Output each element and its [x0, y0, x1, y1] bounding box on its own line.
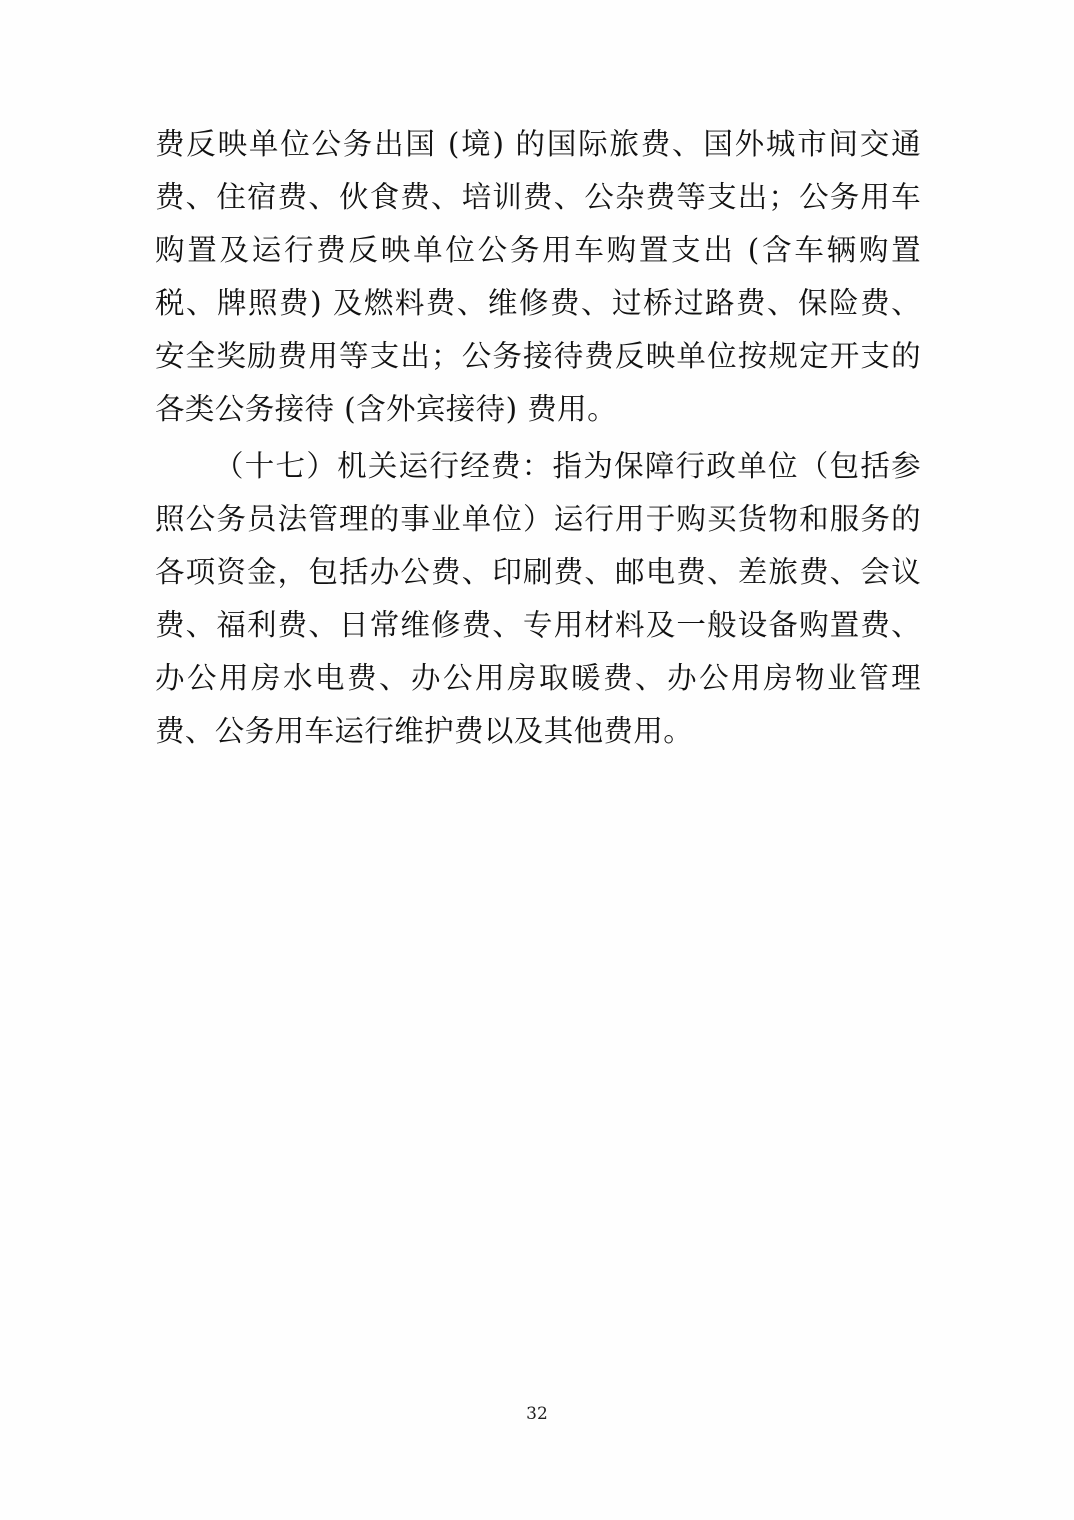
page-number: 32: [526, 1404, 548, 1424]
paragraph-continuation: 费反映单位公务出国 (境) 的国际旅费、国外城市间交通费、住宿费、伙食费、培训费、公杂费等支出；公务用车购置及运行费反映单位公务用车购置支出 (含车辆购置税、牌照费) 及燃料费、维修费、过桥过路费、保险费、安全奖励费用等支出；公务接待费反映单位按规定开支的各类公务接待 (含外宾接待) 费用。: [155, 127, 921, 426]
page-body: [155, 118, 921, 758]
paragraph-item-17: （十七）机关运行经费：指为保障行政单位（包括参照公务员法管理的事业单位）运行用于购买货物和服务的各项资金，包括办公费、印刷费、邮电费、差旅费、会议费、福利费、日常维修费、专用材料及一般设备购置费、办公用房水电费、办公用房取暖费、办公用房物业管理费、公务用车运行维护费以及其他费用。: [155, 449, 921, 748]
